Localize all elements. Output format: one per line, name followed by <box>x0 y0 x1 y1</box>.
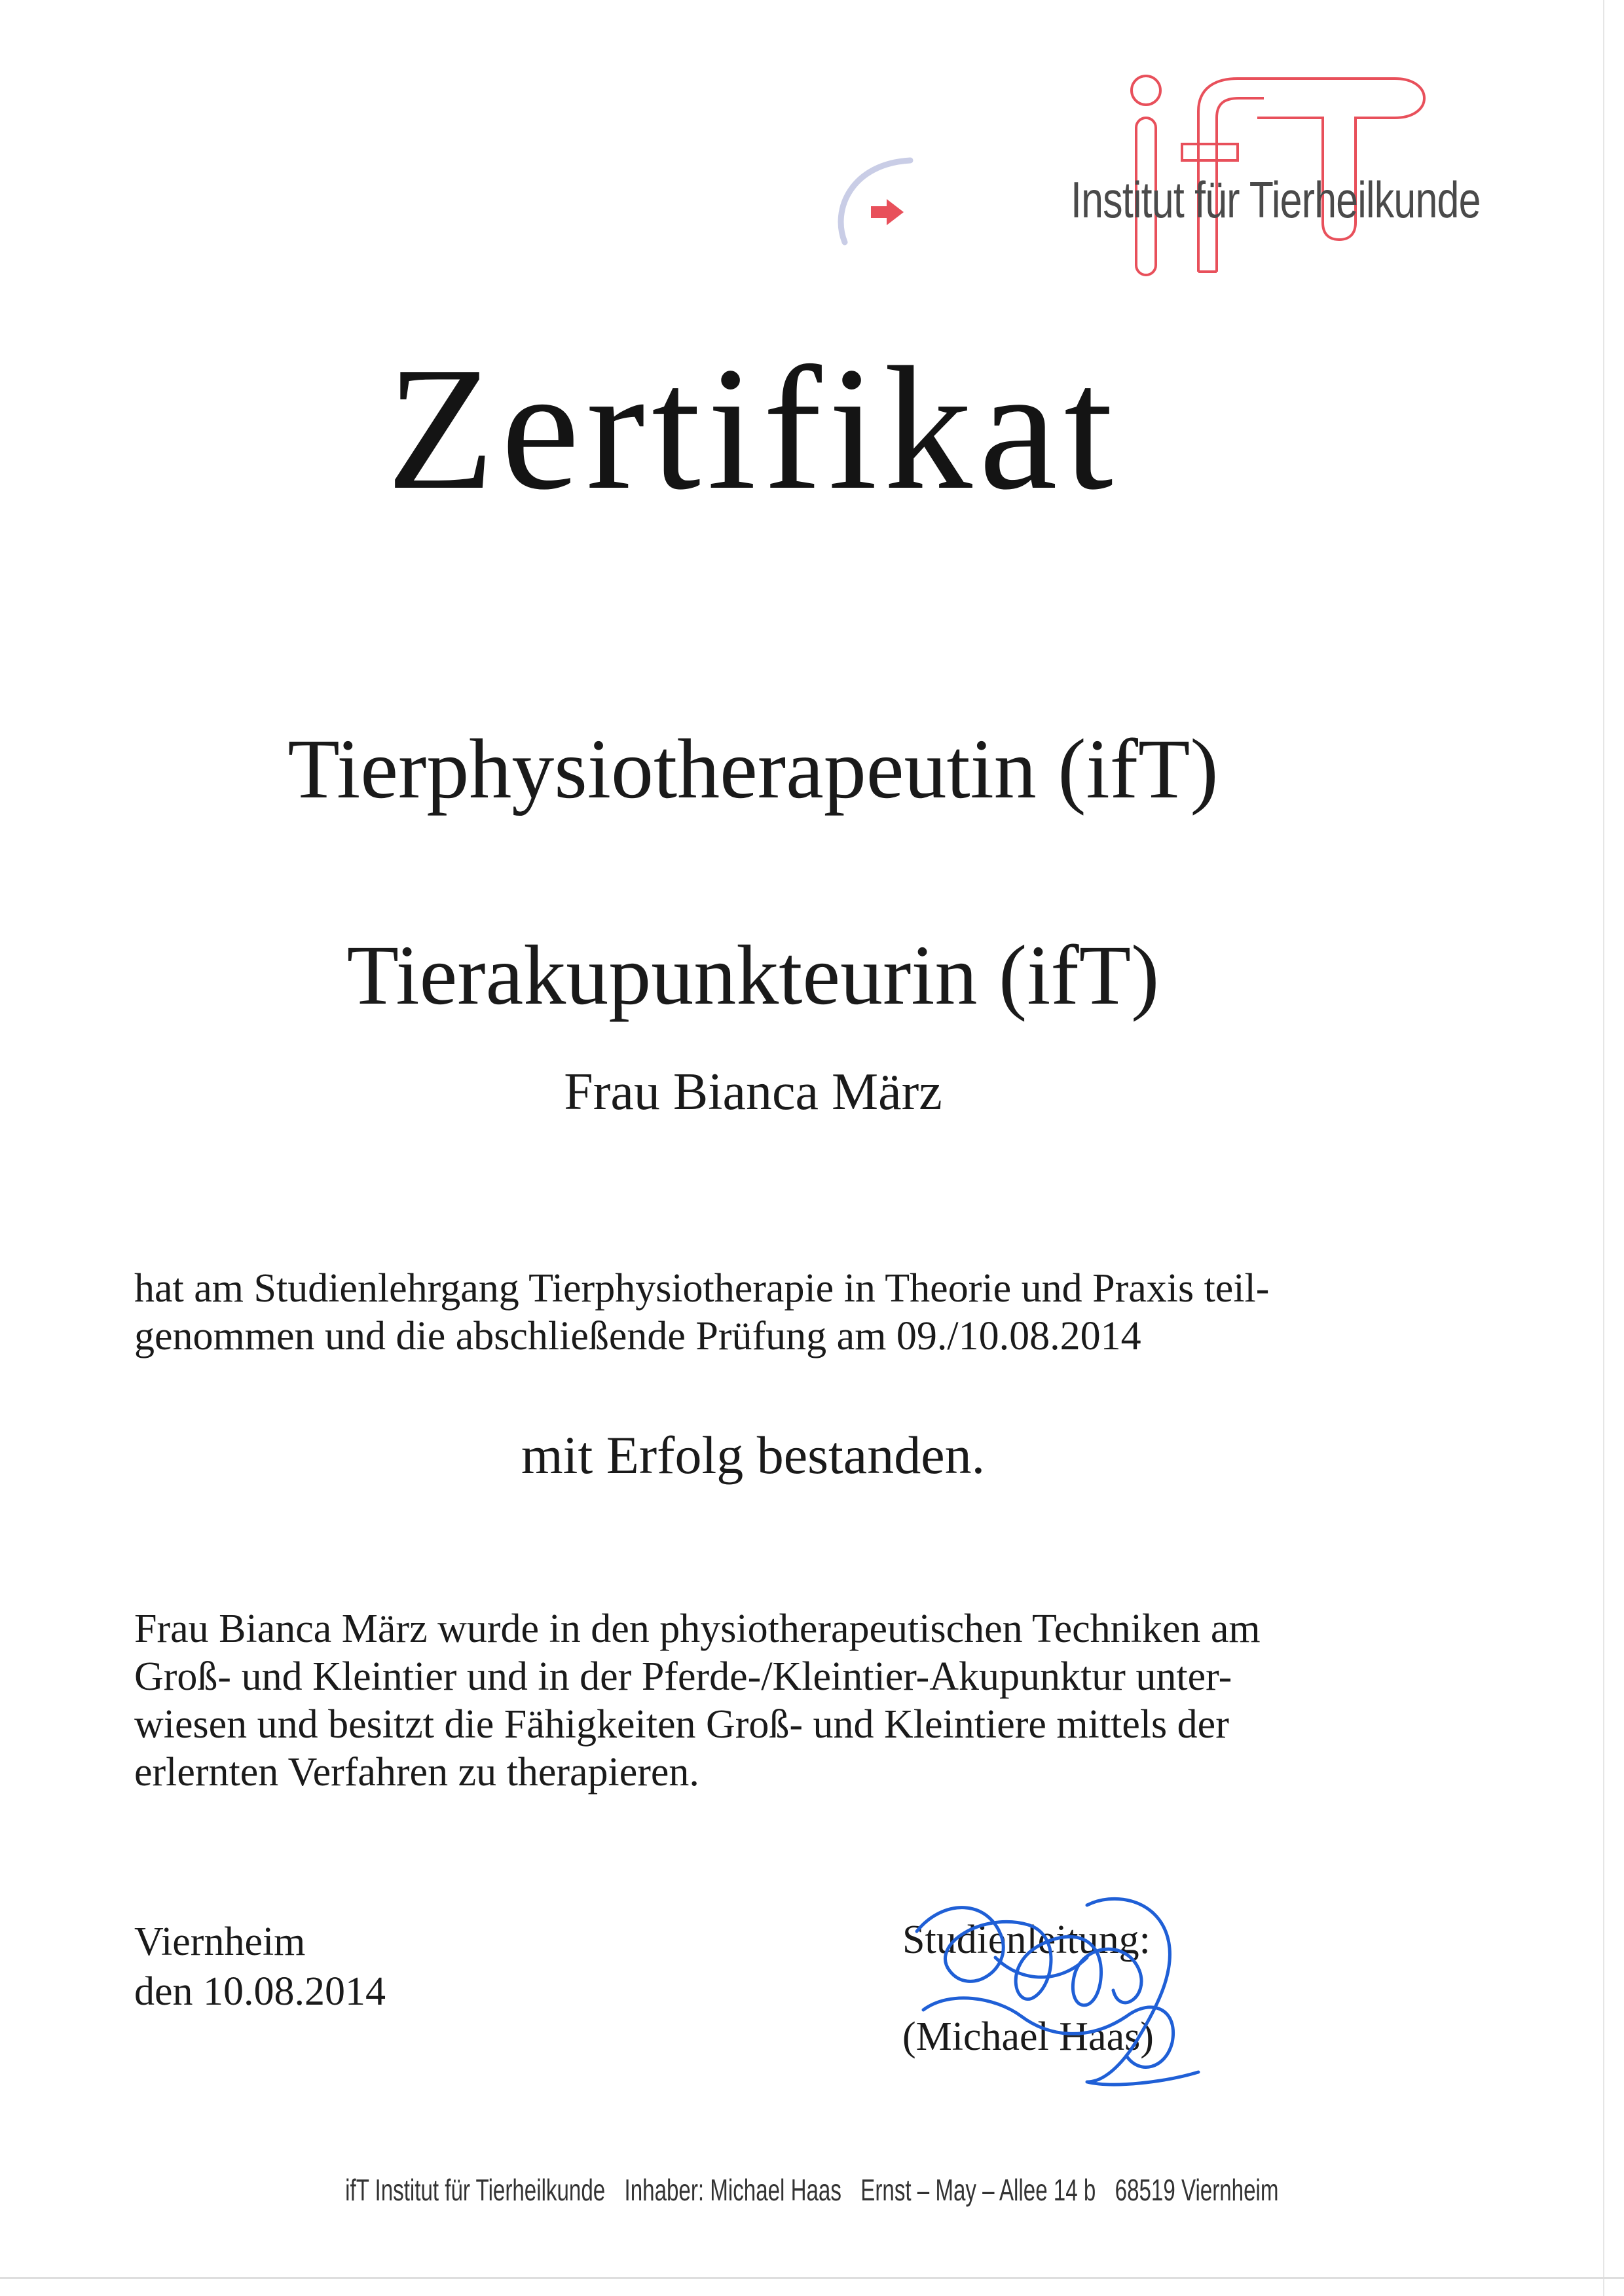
paragraph-line: Frau Bianca März wurde in den physiotherapeutischen Techniken am <box>134 1607 1261 1651</box>
footer-owner: Inhaber: Michael Haas <box>624 2173 842 2207</box>
skills-paragraph <box>134 1605 1392 1796</box>
qualification-physiotherapist: Tierphysiotherapeutin (ifT) <box>287 722 1219 816</box>
footer-city: 68519 Viernheim <box>1115 2173 1279 2207</box>
logo-f-bar <box>1182 144 1238 160</box>
logo-i-dot <box>1132 76 1160 105</box>
study-lead-name: (Michael Haas) <box>902 2014 1154 2059</box>
participation-paragraph <box>134 1265 1392 1360</box>
certificate-title: Zertifikat <box>386 331 1120 526</box>
place: Viernheim <box>134 1920 306 1964</box>
paragraph-line: Groß- und Kleintier und in der Pferde-/Kleintier-Akupunktur unter- <box>134 1654 1232 1699</box>
paragraph-line: hat am Studienlehrgang Tierphysiotherapie in Theorie und Praxis teil- <box>134 1266 1270 1311</box>
paragraph-line: wiesen und besitzt die Fähigkeiten Groß- und Kleintiere mittels der <box>134 1702 1229 1747</box>
page-edge-right <box>1603 0 1604 2296</box>
study-lead-label: Studienleitung: <box>902 1918 1151 1962</box>
recipient-name: Frau Bianca März <box>564 1063 942 1121</box>
footer-street: Ernst – May – Allee 14 b <box>860 2173 1096 2207</box>
footer-institute: ifT Institut für Tierheilkunde <box>345 2173 606 2207</box>
footer-address <box>0 2172 1624 2208</box>
paragraph-line: genommen und die abschließende Prüfung am 09./10.08.2014 <box>134 1314 1141 1358</box>
ift-logo-mark <box>805 46 1545 288</box>
swoosh-icon <box>841 160 910 242</box>
qualification-acupuncturist: Tierakupunkteurin (ifT) <box>346 928 1160 1023</box>
institute-logo <box>805 46 1545 288</box>
arrow-icon-head <box>887 199 904 225</box>
exam-result: mit Erfolg bestanden. <box>521 1425 986 1485</box>
issue-date: den 10.08.2014 <box>134 1969 386 2014</box>
place-and-date <box>134 1917 386 2016</box>
handwritten-signature <box>891 1886 1231 2095</box>
paragraph-line: erlernten Verfahren zu therapieren. <box>134 1750 699 1795</box>
logo-institute-name: Institut für Tierheilkunde <box>1071 171 1481 228</box>
arrow-icon-shaft <box>871 206 888 218</box>
page-edge-bottom <box>0 2277 1624 2279</box>
